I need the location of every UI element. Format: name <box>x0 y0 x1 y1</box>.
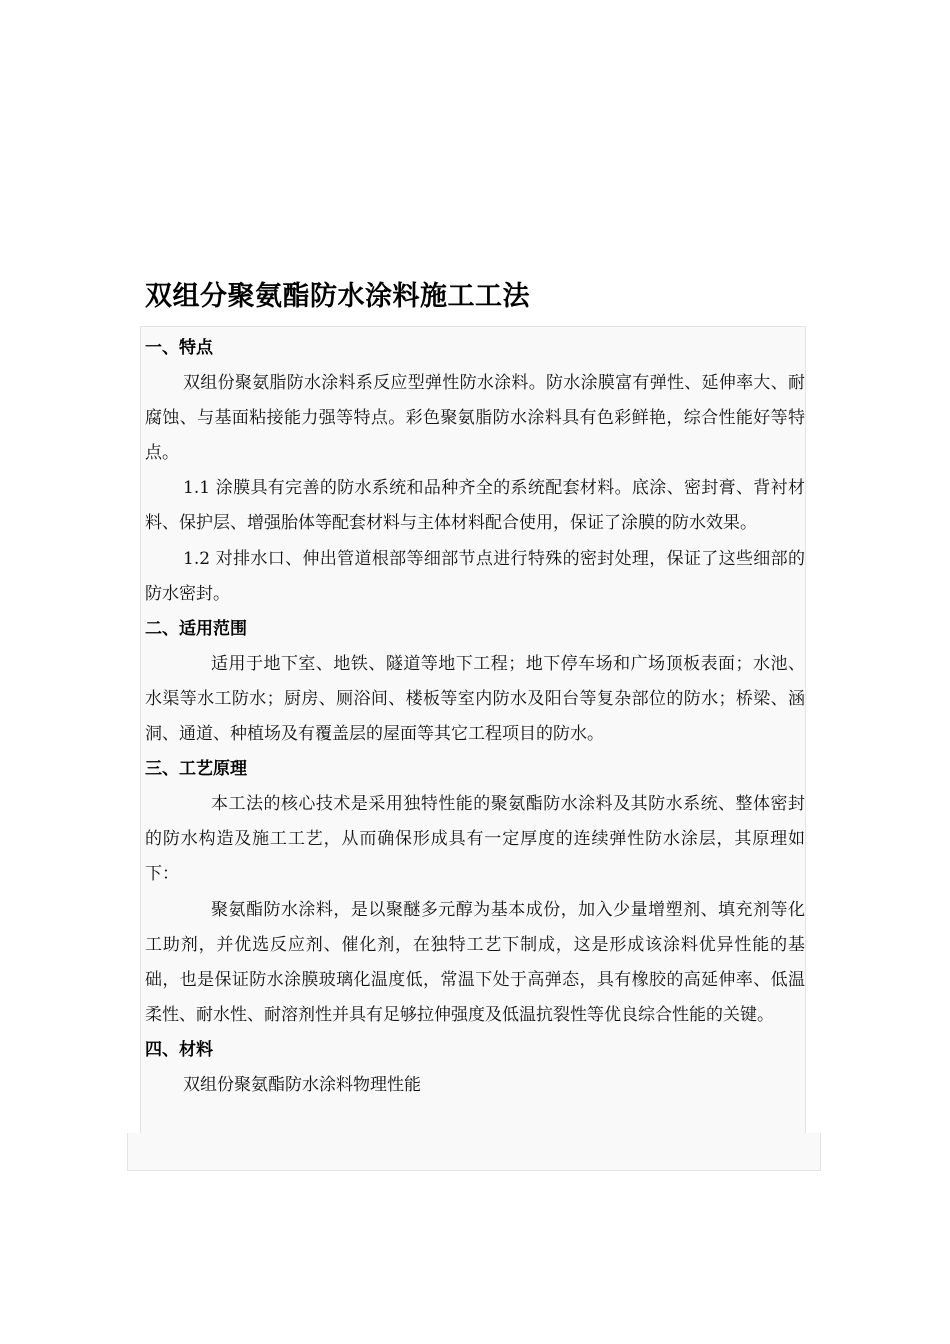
principle-paragraph-1: 本工法的核心技术是采用独特性能的聚氨酯防水涂料及其防水系统、整体密封的防水构造及施工工艺，从而确保形成具有一定厚度的连续弹性防水涂层，其原理如下： <box>145 794 805 885</box>
principle-paragraph-2: 聚氨酯防水涂料，是以聚醚多元醇为基本成份，加入少量增塑剂、填充剂等化工助剂，并优选反应剂、催化剂，在独特工艺下制成，这是形成该涂料优异性能的基础，也是保证防水涂膜玻璃化温度低，常温下处于高弹态，具有橡胶的高延伸率、低温柔性、耐水性、耐溶剂性并具有足够拉伸强度及低温抗裂性等优良综合性能的关键。 <box>145 899 805 1025</box>
section-heading-principle: 三、工艺原理 <box>145 759 247 780</box>
features-item-1-2: 1.2 对排水口、伸出管道根部等细部节点进行特殊的密封处理，保证了这些细部的防水密封。 <box>145 548 805 604</box>
page-title: 双组分聚氨酯防水涂料施工工法 <box>145 281 530 312</box>
features-item-1-1: 1.1 涂膜具有完善的防水系统和品种齐全的系统配套材料。底涂、密封膏、背衬材料、保护层、增强胎体等配套材料与主体材料配合使用，保证了涂膜的防水效果。 <box>145 478 805 534</box>
section-heading-materials: 四、材料 <box>145 1039 213 1060</box>
section-heading-features: 一、特点 <box>145 338 213 358</box>
features-paragraph: 双组份聚氨脂防水涂料系反应型弹性防水涂料。防水涂膜富有弹性、延伸率大、耐腐蚀、与基面粘接能力强等特点。彩色聚氨脂防水涂料具有色彩鲜艳，综合性能好等特点。 <box>145 373 805 464</box>
document-body <box>145 331 805 1103</box>
materials-table-caption: 双组份聚氨酯防水涂料物理性能 <box>183 1074 421 1095</box>
content-panel-extension <box>127 1133 821 1171</box>
section-heading-scope: 二、适用范围 <box>145 618 247 639</box>
scope-paragraph: 适用于地下室、地铁、隧道等地下工程；地下停车场和广场顶板表面；水池、水渠等水工防水；厨房、厕浴间、楼板等室内防水及阳台等复杂部位的防水；桥梁、涵洞、通道、种植场及有覆盖层的屋面等其它工程项目的防水。 <box>145 653 805 745</box>
